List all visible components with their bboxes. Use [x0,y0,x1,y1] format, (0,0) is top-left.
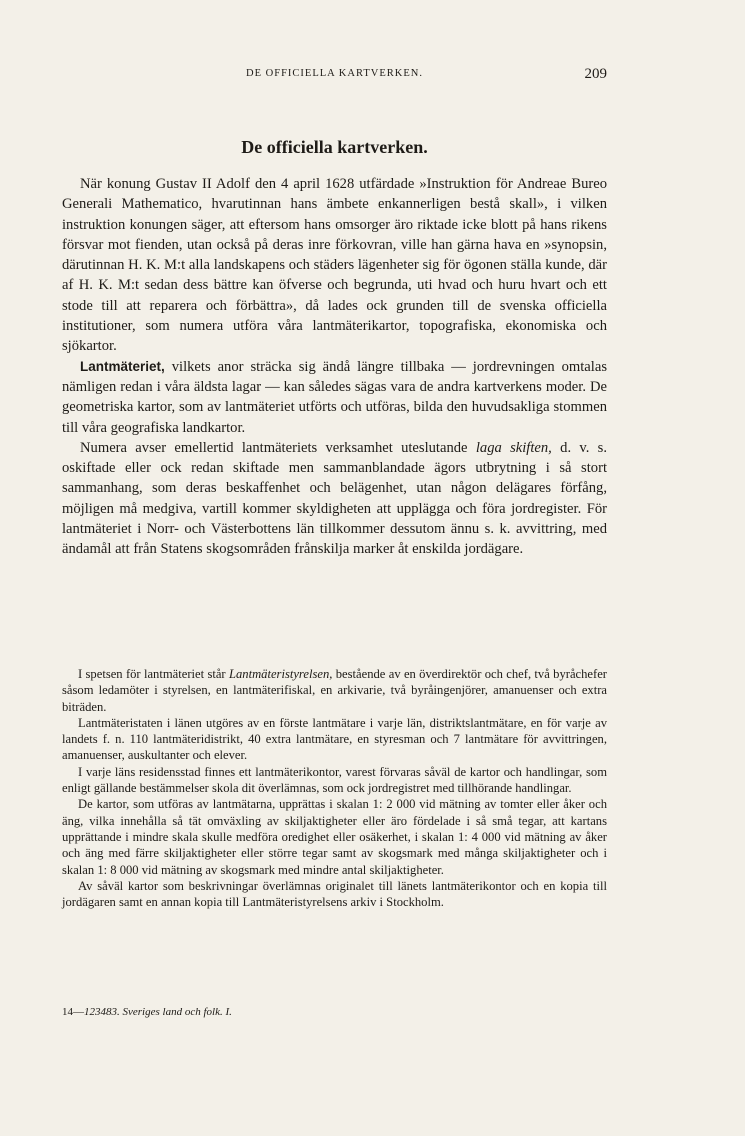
main-text [62,174,607,560]
small-paragraph-1-text-a: I spetsen för lantmäteriet står [78,667,229,681]
paragraph-3-italic: laga skiften, [475,439,552,456]
article-title: De officiella kartverken. [241,137,428,157]
footer-signature: 14— [62,1006,84,1018]
paragraph-2-text: vilkets anor sträcka sig ändå längre tillbaka — jordrevningen omtalas nämligen redan i våra äldsta lagar — kan således sägas vara de andra kartverkens moder. De geometriska kartor, som av lantmäteriet utförts och utföras, bilda den huvudsakliga stommen till våra geografiska landkartor. [62,358,607,436]
small-paragraph-2: Lantmäteristaten i länen utgöres av en förste lantmätare i varje län, distriktslantmätare, en för varje av landets f. n. 110 lantmäteridistrikt, 40 extra lantmätare, en styresman och 7 lantmätare för avvittringen, amanuenser, auskultanter och elever. [62,715,607,763]
small-print-section [62,666,607,910]
paragraph-3-text-a: Numera avser emellertid lantmäteriets verksamhet uteslutande [80,439,476,456]
paragraph-3-text-b: d. v. s. oskiftade eller ock redan skiftade men sammanblandade ägors utbrytning i så stort sammanhang, som deras beskaffenhet och belägenhet, utan någon delägares förfång, möjligen må medgiva, vartill kommer skyldigheten att upplägga och föra jordregister. För lantmäteriet i Norr- och Västerbottens län tillkommer dessutom ännu s. k. avvittring, med ändamål att från Statens skogsområden frånskilja marker åt enskilda jordägare. [62,439,608,558]
paragraph-3 [62,438,607,560]
small-paragraph-1 [62,666,607,715]
paragraph-2-lead: Lantmäteriet, [80,358,165,374]
footer-imprint: 123483. Sveriges land och folk. I. [84,1006,232,1018]
page-footer [62,1006,232,1018]
paragraph-2 [62,357,607,438]
page-header [62,66,607,86]
small-paragraph-3: I varje läns residensstad finnes ett lantmäterikontor, varest förvaras såväl de kartor och handlingar, som enligt gällande bestämmelser skola dit överlämnas, som ock jordregistret med tillhörande handlingar. [62,764,607,796]
small-paragraph-1-text-b: bestående av en överdirektör och chef, två byråchefer såsom ledamöter i styrelsen, en lantmäterifiskal, en arkivarie, två byråingenjörer, amanuenser och extra biträden. [62,667,607,714]
small-paragraph-4: De kartor, som utföras av lantmätarna, upprättas i skalan 1: 2 000 vid mätning av tomter eller åker och äng, vilka innehålla så tät omväxling av skiljaktigheter eller äro fördelade i så små tegar, att kartans upprättande i mindre skala skulle medföra oredighet eller osäkerhet, i skalan 1: 4 000 vid mätning av åker och äng med färre skiljaktigheter eller större tegar samt av skogsmark med många skiljaktigheter och i skalan 1: 8 000 vid mätning av skogsmark med mindre antal skiljaktigheter. [62,797,607,877]
running-head: DE OFFICIELLA KARTVERKEN. [246,68,423,79]
small-paragraph-1-italic: Lantmäteristyrelsen, [228,667,333,681]
paragraph-1: När konung Gustav II Adolf den 4 april 1628 utfärdade »Instruktion för Andreae Bureo Generali Mathematico, hvarutinnan hans ämbete enkannerligen bestå skall», i vilken instruktion konungen säger, att eftersom hans omsorger äro riktade icke blott på hans rikens försvar mot fienden, utan också på deras inre förkovran, ville han gärna hava en »synopsin, därutinnan H. K. M:t alla landskapens och städers lägenheter sig för ögonen ställa kunde, där af H. K. M:t sedan dess bättre kan öfverse och begrunda, uti hvad och huru hvart och ett stode till att reparera och förbättra», då lades ock grunden till de svenska officiella institutioner, som numera utföra våra lantmäterikartor, topografiska, ekonomiska och sjökartor. [62,176,607,355]
small-paragraph-5: Av såväl kartor som beskrivningar överlämnas originalet till länets lantmäterikontor och en kopia till jordägaren samt en annan kopia till Lantmäteristyrelsens arkiv i Stockholm. [62,878,607,910]
page-number: 209 [584,66,607,82]
